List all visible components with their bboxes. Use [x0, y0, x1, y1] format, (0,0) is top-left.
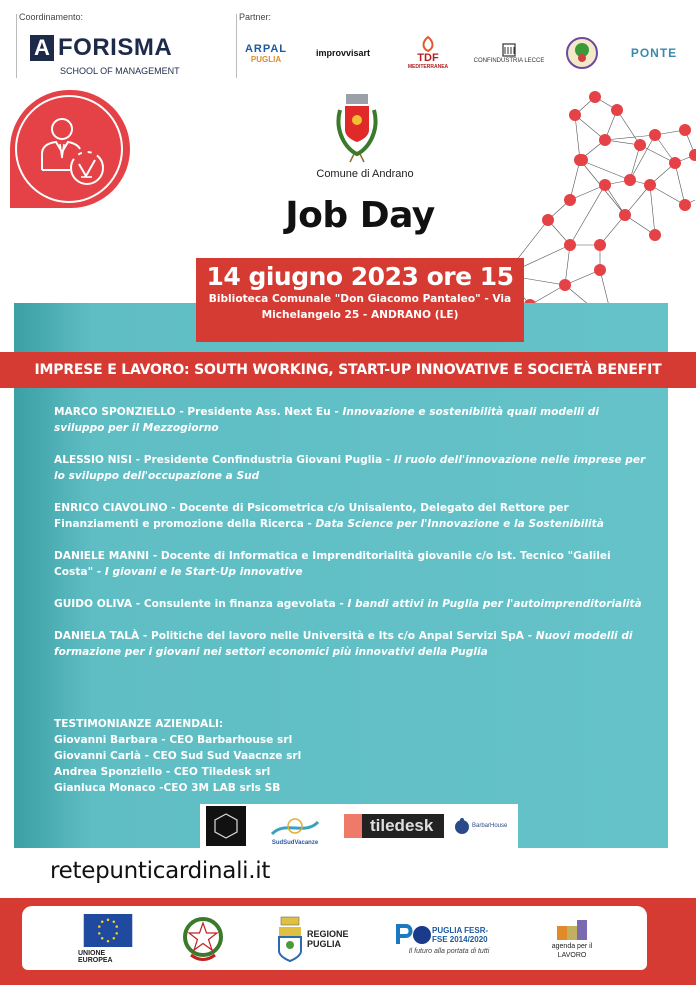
event-title: Job Day — [285, 195, 435, 236]
circular-emblem-logo — [563, 35, 601, 71]
tdf-logo-sub: MEDITERRANEA — [407, 64, 449, 70]
speaker-talk: Data Science per l'Innovazione e la Sostenibilità — [315, 518, 604, 530]
divider — [16, 14, 17, 78]
speaker-role: - Politiche del lavoro nelle Università e Its c/o Anpal Servizi SpA - — [139, 630, 536, 642]
agenda-lavoro-label: agenda per il LAVORO — [551, 943, 593, 959]
comune-name: Comune di Andrano — [316, 168, 414, 180]
date-box — [196, 258, 524, 342]
comune-crest-icon — [332, 92, 382, 166]
person-check-icon — [32, 112, 112, 192]
barbarhouse-logo-name: BarbarHouse — [472, 823, 508, 829]
divider — [236, 14, 237, 78]
speaker-talk: I giovani e le Start-Up innovative — [104, 566, 303, 578]
flame-icon — [418, 36, 438, 52]
testimonials — [54, 716, 301, 796]
speaker-name: ALESSIO NISI — [54, 454, 132, 466]
ponte-logo — [622, 35, 686, 71]
sudsud-logo — [262, 808, 328, 846]
event-date: 14 giugno 2023 ore 15 — [206, 262, 514, 291]
partner-label: Partner: — [239, 12, 272, 22]
speaker-talk: Il ruolo dell'innovazione nelle imprese per lo sviluppo dell'occupazione a Sud — [54, 454, 646, 482]
speaker-role: - Presidente Ass. Next Eu - — [175, 406, 343, 418]
confindustria-eagle-icon — [501, 42, 517, 58]
por-logo-tagline: Il futuro alla portata di tutti — [408, 947, 490, 955]
speaker-talk: I bandi attivi in Puglia per l'autoimprenditorialità — [347, 598, 642, 610]
regione-puglia-label: REGIONE PUGLIA — [307, 929, 349, 949]
event-location-line1: Biblioteca Comunale "Don Giacomo Pantaleo" - Via — [208, 293, 512, 305]
speaker-role: - Presidente Confindustria Giovani Puglia - — [131, 454, 394, 466]
speaker-name: DANIELA TALÀ — [54, 630, 140, 642]
emblem-icon — [565, 36, 599, 70]
speaker-role: - Consulente in finanza agevolata - — [132, 598, 348, 610]
italian-republic-emblem — [178, 914, 228, 964]
speaker-item — [54, 404, 648, 436]
speaker-name: ENRICO CIAVOLINO — [54, 502, 168, 514]
testimonial-item: Andrea Sponziello - CEO Tiledesk srl — [54, 766, 271, 778]
speaker-item — [54, 596, 648, 612]
speaker-talk: Nuovi modelli di formazione per i giovani nei settori economici più innovativi della Puglia — [54, 630, 633, 658]
agenda-lavoro-icon — [555, 918, 589, 942]
coordination-label: Coordinamento: — [19, 12, 84, 22]
ponte-logo-name: PONTE — [630, 46, 678, 60]
speaker-role: - Docente di Informatica e Imprenditorialità giovanile c/o Ist. Tecnico "Galilei Costa" - — [54, 550, 611, 578]
aforisma-logo-letter: A — [30, 35, 54, 61]
testimonials-heading: TESTIMONIANZE AZIENDALI: — [54, 718, 224, 730]
speaker-item — [54, 628, 648, 660]
tiledesk-logo-name: tiledesk — [370, 816, 434, 835]
website-link[interactable]: retepunticardinali.it — [50, 858, 271, 884]
tdf-logo-name: TDF — [417, 52, 439, 64]
sudsud-wave-icon — [270, 816, 320, 840]
aforisma-logo-subtitle: SCHOOL OF MANAGEMENT — [60, 66, 180, 76]
footer-logos — [22, 906, 647, 970]
eu-flag-logo — [78, 914, 138, 964]
por-logo-label: PUGLIA FESR-FSE 2014/2020 — [432, 925, 489, 944]
confindustria-logo — [470, 35, 548, 71]
hexagon-icon — [212, 812, 240, 840]
job-icon-badge — [10, 90, 130, 208]
agenda-lavoro-logo — [542, 914, 602, 964]
arpal-logo-name: ARPAL — [244, 42, 288, 55]
testimonial-item: Giovanni Carlà - CEO Sud Sud Vaacnze srl — [54, 750, 302, 762]
tdf-logo — [400, 35, 456, 71]
regione-puglia-crest-icon — [277, 915, 303, 963]
testimonial-item: Giovanni Barbara - CEO Barbarhouse srl — [54, 734, 293, 746]
3mlab-logo — [206, 806, 246, 846]
eu-flag-icon — [83, 914, 133, 947]
aforisma-logo-name: FORISMA — [58, 34, 173, 61]
event-location-line2: Michelangelo 25 - ANDRANO (LE) — [261, 309, 459, 321]
theme-banner: IMPRESE E LAVORO: SOUTH WORKING, START-UP INNOVATIVE E SOCIETÀ BENEFIT — [0, 352, 696, 388]
speaker-role: - Docente di Psicometrica c/o Unisalento, Delegato del Rettore per Finanziamenti e promozione della Ricerca - — [54, 502, 569, 530]
speaker-name: MARCO SPONZIELLO — [54, 406, 176, 418]
testimonial-item: Gianluca Monaco -CEO 3M LAB srls SB — [54, 782, 281, 794]
confindustria-logo-name: CONFINDUSTRIA LECCE — [473, 58, 545, 64]
speakers-list — [54, 404, 648, 676]
speaker-name: GUIDO OLIVA — [54, 598, 133, 610]
speaker-item — [54, 452, 648, 484]
barbarhouse-icon — [454, 817, 470, 835]
improvvisart-logo: improvvisart — [315, 48, 371, 58]
arpal-logo-sub: PUGLIA — [250, 54, 282, 64]
por-puglia-logo — [394, 914, 504, 964]
regione-puglia-logo — [274, 914, 354, 964]
arpal-logo — [243, 35, 289, 71]
speaker-item — [54, 500, 648, 532]
speaker-name: DANIELE MANNI — [54, 550, 150, 562]
speaker-item — [54, 548, 648, 580]
tiledesk-logo — [344, 814, 444, 838]
por-logo-icon — [396, 924, 432, 946]
sudsud-logo-name: SudSudVacanze — [271, 840, 319, 846]
eu-logo-label: UNIONE EUROPEA — [78, 950, 113, 964]
sponsor-strip — [200, 804, 518, 848]
republic-star-icon — [181, 915, 225, 963]
barbarhouse-logo — [454, 814, 516, 838]
speaker-talk: Innovazione e sostenibilità quali modelli di sviluppo per il Mezzogiorno — [54, 406, 599, 434]
